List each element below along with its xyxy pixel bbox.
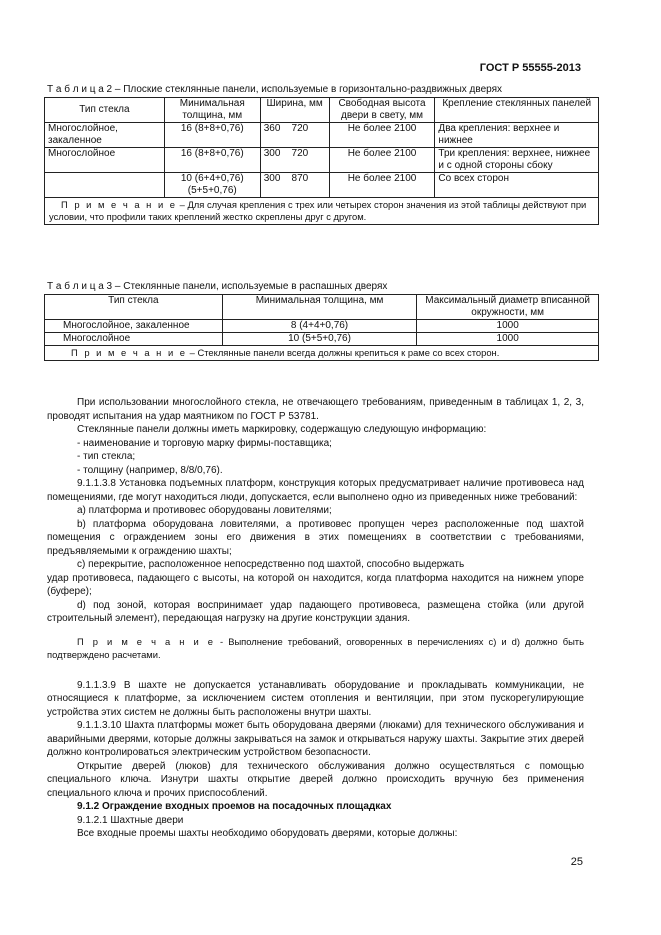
- table3-header-cell: Минимальная толщина, мм: [222, 295, 417, 320]
- table2-note-text: – Для случая крепления с трех или четырех сторон значения из этой таблицы действуют при условии, что профили таких креплений жестко скреплены друг с другом.: [49, 199, 587, 222]
- table-cell: Два крепления: верхнее и нижнее: [435, 123, 599, 148]
- table3-caption: Т а б л и ц а 3 – Стеклянные панели, используемые в распашных дверях: [47, 281, 388, 292]
- paragraph: Открытие дверей (люков) для технического обслуживания должно осуществляться с помощью специального ключа. Изнутри шахты открытие дверей должно происходить вручную без применения специального ключа и прочих приспособлений.: [47, 760, 584, 799]
- table2-header-cell: Крепление стеклянных панелей: [435, 98, 599, 123]
- table3: [44, 294, 599, 361]
- list-item: - тип стекла;: [77, 451, 136, 462]
- table2: [44, 97, 599, 225]
- table-cell: Многослойное, закаленное: [45, 320, 223, 333]
- table3-note: [45, 346, 599, 361]
- table2-note: [45, 198, 599, 225]
- table-cell: 300 870: [260, 173, 329, 198]
- table-cell: 8 (4+4+0,76): [222, 320, 417, 333]
- list-item: b) платформа оборудована ловителями, а противовес пропущен через расположенные под шахтой помещения с ограждением зоны его движения в этих помещениях в соответствии с требованиями, предъявляемыми к ограждению шахты;: [47, 518, 584, 557]
- table-cell: 1000: [417, 320, 599, 333]
- body-text: [47, 396, 584, 841]
- table-cell: [45, 173, 165, 198]
- table2-note-label: П р и м е ч а н и е: [61, 199, 178, 210]
- table-row: [45, 173, 599, 198]
- table2-header-cell: Тип стекла: [45, 98, 165, 123]
- table-row: [45, 123, 599, 148]
- paragraph: 9.1.1.3.10 Шахта платформы может быть оборудована дверями (люками) для технического обслуживания и аварийными дверями, которые должны закрываться на замок и открываться наружу шахты. Закрытие этих дверей должно контролироваться электрическим устройством безопасности.: [47, 720, 584, 758]
- table3-header-cell: Тип стекла: [45, 295, 223, 320]
- table-cell: Три крепления: верхнее, нижнее и с одной стороны сбоку: [435, 148, 599, 173]
- section-heading: 9.1.2 Ограждение входных проемов на посадочных площадках: [77, 801, 392, 812]
- table-cell: Не более 2100: [329, 123, 435, 148]
- paragraph: При использовании многослойного стекла, не отвечающего требованиям, приведенным в таблицах 1, 2, 3, проводят испытания на удар маятником по ГОСТ Р 53781.: [47, 397, 584, 422]
- list-item: а) платформа и противовес оборудованы ловителями;: [77, 505, 332, 516]
- standard-header: ГОСТ Р 55555-2013: [479, 62, 581, 74]
- table-cell: Многослойное: [45, 333, 223, 346]
- table-cell: Не более 2100: [329, 173, 435, 198]
- body-note-label: П р и м е ч а н и е: [77, 635, 215, 647]
- table-cell: Многослойное, закаленное: [45, 123, 165, 148]
- table3-note-text: – Стеклянные панели всегда должны крепиться к раме со всех сторон.: [187, 347, 500, 358]
- paragraph: 9.1.1.3.8 Установка подъемных платформ, конструкция которых предусматривает наличие противовеса над помещениями, где могут находиться люди, допускается, если выполнено одно из приведенных ниже требований:: [47, 478, 584, 503]
- paragraph: Стеклянные панели должны иметь маркировку, содержащую следующую информацию:: [77, 424, 487, 435]
- list-item: - толщину (например, 8/8/0,76).: [77, 464, 223, 476]
- table3-note-row: [45, 346, 599, 361]
- paragraph: удар противовеса, падающего с высоты, на которой он находится, когда платформа находится на нижнем упоре (буфере);: [47, 572, 584, 597]
- table-row: [45, 320, 599, 333]
- table2-header-cell: Свободная высота двери в свету, мм: [329, 98, 435, 123]
- table-cell: 1000: [417, 333, 599, 346]
- body-note-text: - Выполнение требований, оговоренных в перечислениях с) и d) должно быть подтверждено расчетами.: [47, 635, 584, 660]
- subsection-heading: 9.1.2.1 Шахтные двери: [77, 814, 184, 826]
- paragraph: 9.1.1.3.9 В шахте не допускается устанавливать оборудование и прокладывать коммуникации, не относящиеся к платформе, за исключением систем отопления и вентиляции, при этом пускорегулирующие устройства этих систем не должны быть расположены внутри шахты.: [47, 679, 584, 718]
- table-cell: 360 720: [260, 123, 329, 148]
- table-row: [45, 148, 599, 173]
- table-row: [45, 333, 599, 346]
- table-cell: 16 (8+8+0,76): [164, 148, 260, 173]
- table-cell: 10 (6+4+0,76) (5+5+0,76): [164, 173, 260, 198]
- body-note: [47, 635, 584, 661]
- table2-header-cell: Ширина, мм: [260, 98, 329, 123]
- table3-header-row: [45, 295, 599, 320]
- table-cell: Многослойное: [45, 148, 165, 173]
- table-cell: Не более 2100: [329, 148, 435, 173]
- table-cell: 16 (8+8+0,76): [164, 123, 260, 148]
- table-cell: 300 720: [260, 148, 329, 173]
- table-cell: Со всех сторон: [435, 173, 599, 198]
- table-cell: 10 (5+5+0,76): [222, 333, 417, 346]
- paragraph: Все входные проемы шахты необходимо оборудовать дверями, которые должны:: [77, 828, 458, 839]
- table3-note-label: П р и м е ч а н и е: [71, 347, 188, 358]
- list-item: с) перекрытие, расположенное непосредственно под шахтой, способно выдержать: [77, 559, 465, 570]
- list-item: - наименование и торговую марку фирмы-поставщика;: [77, 437, 332, 449]
- table2-header-cell: Минимальная толщина, мм: [164, 98, 260, 123]
- table2-note-row: [45, 198, 599, 225]
- list-item: d) под зоной, которая воспринимает удар падающего противовеса, размещена стойка (или другой строительный элемент), передающая нагрузку на другие конструкции здания.: [47, 599, 584, 624]
- table2-header-row: [45, 98, 599, 123]
- page-number: 25: [570, 856, 583, 868]
- table3-header-cell: Максимальный диаметр вписанной окружности, мм: [417, 295, 599, 320]
- table2-caption: Т а б л и ц а 2 – Плоские стеклянные панели, используемые в горизонтально-раздвижных дверях: [47, 84, 503, 95]
